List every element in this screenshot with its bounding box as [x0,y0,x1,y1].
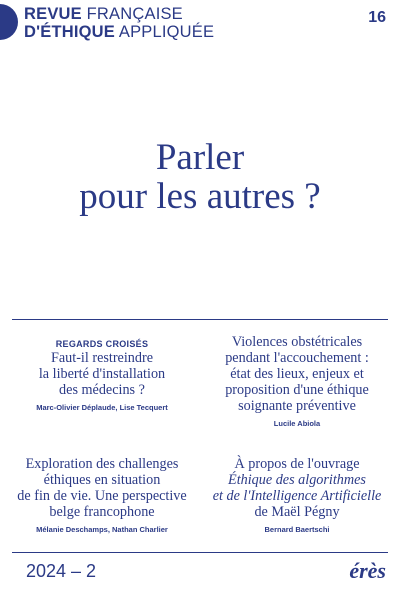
headline-line: proposition d'une éthique [225,382,369,398]
article-headline [205,456,389,520]
headline-line: Exploration des challenges [25,456,179,472]
article-headline [205,334,389,414]
article-exploration-challenges [10,456,194,535]
article-violences-obstetricales [205,334,389,429]
divider-bottom [12,552,388,553]
headline-line: Faut-il restreindre [50,350,154,366]
headline-line-italic [205,488,389,504]
issue-number: 16 [368,9,386,26]
article-kicker: REGARDS CROISÉS [55,339,149,349]
journal-name-bold-2: D'ÉTHIQUE [24,23,115,41]
article-headline [10,350,194,398]
book-title-part: et de l'Intelligence Artificielle [212,488,382,504]
headline-line: Violences obstétricales [231,334,363,350]
cover-title [0,138,400,216]
headline-line: de Maël Pégny [254,504,340,520]
article-book-review [205,456,389,535]
article-regards-croises [10,338,194,413]
headline-line: belge francophone [49,504,155,520]
cover-title-line-1: Parler [155,137,245,178]
headline-line: soignante préventive [238,398,356,414]
journal-name-rest-1: FRANÇAISE [86,5,183,23]
article-authors: Lucile Abiola [273,419,321,428]
headline-line: de fin de vie. Une perspective [17,488,187,504]
headline-line: état des lieux, enjeux et [230,366,364,382]
headline-line: la liberté d'installation [38,366,166,382]
headline-line: des médecins ? [59,382,145,398]
issue-year: 2024 – 2 [26,561,97,581]
article-headline [10,456,194,520]
headline-line: À propos de l'ouvrage [234,456,360,472]
journal-logo-mark [0,4,18,40]
headline-line: éthiques en situation [43,472,161,488]
article-authors: Mélanie Deschamps, Nathan Charlier [36,525,168,534]
publisher-logo: érès [349,558,386,583]
divider-top [12,319,388,320]
journal-name-line-2 [24,23,214,41]
headline-line: pendant l'accouchement : [225,350,369,366]
journal-name-rest-2: APPLIQUÉE [118,23,215,41]
journal-name-bold-1: REVUE [24,5,82,23]
cover-title-line-2: pour les autres ? [79,176,321,217]
article-authors: Bernard Baertschi [264,525,330,534]
headline-line-italic [205,472,389,488]
article-authors: Marc-Olivier Déplaude, Lise Tecquert [36,403,168,412]
journal-name [24,5,214,41]
journal-name-line-1 [24,5,214,23]
book-title-part: Éthique des algorithmes [228,472,366,488]
